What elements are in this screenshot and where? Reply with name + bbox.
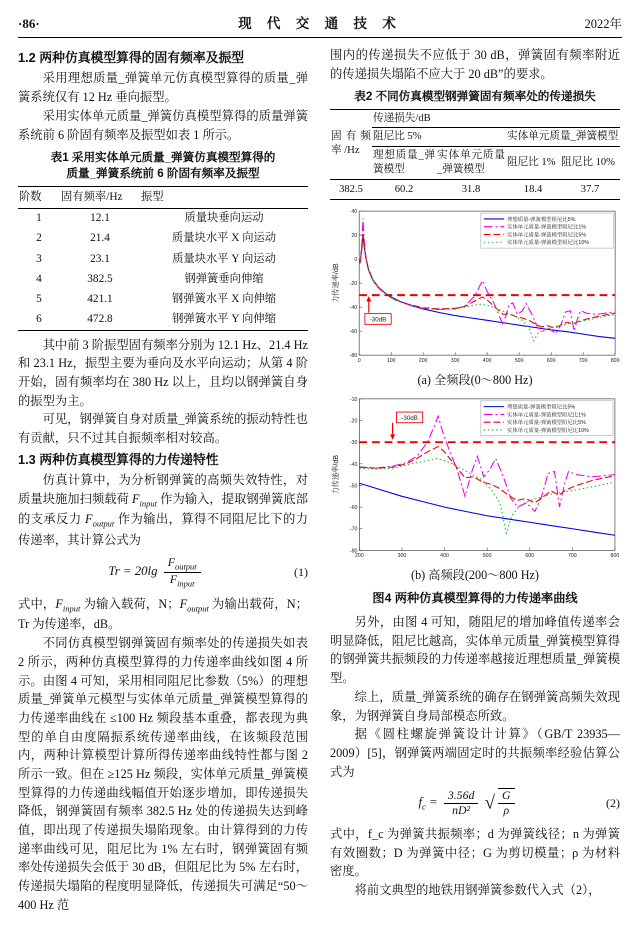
table-1-caption: 表1 采用实体单元质量_弹簧仿真模型算得的 质量_弹簧系统前 6 阶固有频率及振型 [50, 151, 276, 181]
svg-text:-50: -50 [349, 483, 358, 490]
chart-a [330, 206, 620, 370]
svg-text:700: 700 [578, 358, 588, 365]
page-header [18, 12, 622, 38]
svg-text:实体单元质量-弹簧模型阻尼比1%: 实体单元质量-弹簧模型阻尼比1% [507, 225, 587, 232]
svg-text:600: 600 [546, 358, 556, 365]
svg-text:-60: -60 [349, 505, 358, 512]
paragraph: 据《圆柱螺旋弹簧设计计算》（GB/T 23935—2009）[5]，钢弹簧两端固定时的共振频率经验估算公式为 [330, 727, 620, 779]
section-1-3-heading: 1.3 两种仿真模型算得的力传递特性 [18, 451, 219, 467]
paragraph: 采用实体单元质量_弹簧仿真模型算得的质量弹簧系统前 6 阶固有频率及振型如表 1 所示。 [18, 108, 308, 142]
svg-text:-70: -70 [349, 526, 358, 533]
svg-text:力传递率/dB: 力传递率/dB [332, 454, 341, 495]
figure-4 [330, 206, 620, 607]
equation-number: (2) [606, 796, 620, 811]
year-label: 2022年 [584, 17, 622, 31]
table-row: 2 21.4 质量块水平 X 向运动 [36, 232, 277, 245]
left-column [18, 46, 308, 914]
table-row: 3 23.1 质量块水平 Y 向运动 [36, 252, 276, 265]
svg-text:-20: -20 [349, 418, 358, 425]
chart-b [330, 394, 620, 565]
journal-title: 现 代 交 通 技 术 [238, 16, 402, 31]
section-1-2-heading: 1.2 两种仿真模型算得的固有频率及振型 [18, 50, 245, 65]
svg-text:-40: -40 [349, 461, 358, 468]
table-row: 1 12.1 质量块垂向运动 [36, 212, 264, 225]
table-2-caption: 表2 不同仿真模型钢弹簧固有频率处的传递损失 [354, 90, 596, 104]
svg-text:40: 40 [351, 209, 358, 216]
table-2 [330, 109, 620, 201]
svg-text:实体单元质量-弹簧模型阻尼比10%: 实体单元质量-弹簧模型阻尼比10% [507, 240, 590, 247]
svg-text:500: 500 [482, 553, 492, 560]
svg-text:400: 400 [482, 358, 492, 365]
svg-text:800: 800 [610, 553, 620, 560]
formula-1: Tr = 20lg $\frac{F_{output}}{F_{input}}$ (1) [108, 555, 308, 589]
svg-text:600: 600 [525, 553, 535, 560]
paragraph: 仿真计算中，为分析钢弹簧的高频失效特性，对质量块施加扫频载荷 $F_{input}$ 作为输入，提取钢弹簧底部的支承反力 $F_{output}$ 作为输出，算得不同阻尼比下的力传递率，其计算公式为 [18, 473, 309, 547]
paragraph: 采用理想质量_弹簧单元仿真模型算得的质量_弹簧系统仅有 12 Hz 垂向振型。 [18, 71, 308, 105]
table-row: 6 472.8 钢弹簧水平 Y 向伸缩 [36, 313, 276, 326]
chart-b-caption: (b) 高频段(200～800 Hz) [411, 567, 539, 582]
paragraph: 式中，$F_{input}$ 为输入载荷，N；$F_{output}$ 为输出载荷，N；Tr 为传递率，dB。 [18, 597, 308, 632]
svg-text:理想质量-弹簧模型阻尼比5%: 理想质量-弹簧模型阻尼比5% [507, 404, 576, 411]
paragraph: 围内的传递损失不应低于 30 dB，弹簧固有频率附近的传递损失塌陷不应大于 20 dB”的要求。 [330, 48, 620, 81]
equation-number: (1) [294, 565, 308, 580]
paragraph: 不同仿真模型钢弹簧固有频率处的传递损失如表 2 所示，两种仿真模型算得的力传递率曲线如图 4 所示。由图 4 可知，采用相同阻尼比参数（5%）的理想质量_弹簧单元模型与实体单元质量_弹簧模型算得的力传递率曲线在 ≤100 Hz 频段基本重叠，都表现为典型的单自由度隔振系统传递率曲线，在该频段范围内，两种计算模型计算所得传递率曲线特性都与图 2 所示一致。但在 ≥125 Hz 频段，实体单元质量_弹簧模型算得的力传递曲线幅值开始逐步增加，即传递损失降低，钢弹簧固有频率 382.5 Hz 处的传递损失达到峰值，即出现了传递损失塌陷现象。由计算得到的力传递率曲线可见，阻尼比为 1% 左右时，钢弹簧固有频率处传递损失会低于 30 dB，但阻尼比为 5% 左右时，传递损失塌陷的程度明显降低，传递损失可满足“50～400 Hz 范 [18, 636, 308, 912]
right-column [330, 46, 620, 914]
svg-text:100: 100 [386, 358, 396, 365]
svg-text:-20: -20 [349, 281, 358, 288]
table-row: 382.5 60.2 31.8 18.4 37.7 [330, 179, 620, 200]
page-number: ·86· [18, 16, 40, 31]
svg-text:300: 300 [450, 358, 460, 365]
table-2-header-row: 阻尼比 5% 实体单元质量_弹簧模型 [330, 128, 620, 147]
svg-text:-60: -60 [349, 329, 358, 336]
svg-text:800: 800 [610, 358, 620, 365]
svg-text:理想质量-弹簧模型阻尼比5%: 理想质量-弹簧模型阻尼比5% [507, 217, 576, 224]
svg-text:-80: -80 [349, 353, 358, 360]
svg-text:300: 300 [397, 553, 407, 560]
svg-text:-30dB: -30dB [401, 414, 418, 422]
table-1 [18, 186, 308, 331]
svg-text:-80: -80 [349, 548, 358, 555]
svg-text:-10: -10 [349, 396, 358, 403]
paragraph: 可见，钢弹簧自身对质量_弹簧系统的振动特性也有贡献，只不过其自振频率相对较高。 [18, 412, 308, 446]
table-1-header-row: 阶数 固有频率/Hz 振型 [18, 186, 308, 208]
formula-2: $f_c$ = $\frac{3.56d}{\text{nD²}}$ √ $\frac{G}{\rho}$ (2) [418, 787, 620, 818]
svg-text:实体单元质量-弹簧模型阻尼比5%: 实体单元质量-弹簧模型阻尼比5% [507, 420, 586, 427]
table-row: 4 382.5 钢弹簧垂向伸缩 [36, 272, 264, 285]
svg-text:实体单元质量-弹簧模型阻尼比10%: 实体单元质量-弹簧模型阻尼比10% [507, 427, 589, 434]
paragraph: 综上，质量_弹簧系统的确存在钢弹簧高频失效现象，为钢弹簧自身局部模态所致。 [330, 689, 620, 723]
svg-text:20: 20 [351, 233, 358, 240]
figure-4-caption: 图4 两种仿真模型算得的力传递率曲线 [372, 590, 578, 605]
svg-text:实体单元质量-弹簧模型阻尼比1%: 实体单元质量-弹簧模型阻尼比1% [507, 412, 586, 419]
svg-text:200: 200 [355, 553, 364, 560]
paragraph: 另外，由图 4 可知，随阻尼的增加峰值传递率会明显降低，阻尼比越高，实体单元质量_弹簧模型算得的钢弹簧共振频段的力传递率越接近理想质量_弹簧模型。 [330, 615, 620, 686]
svg-text:500: 500 [514, 358, 524, 365]
svg-text:400: 400 [440, 553, 449, 560]
two-column-body [18, 46, 622, 914]
svg-text:200: 200 [418, 358, 428, 365]
paragraph: 将前文典型的地铁用钢弹簧参数代入式（2）， [354, 883, 601, 898]
svg-text:力传递率/dB: 力传递率/dB [330, 263, 340, 304]
svg-text:-40: -40 [349, 305, 358, 312]
paragraph: 式中，f_c 为弹簧共振频率；d 为弹簧线径；n 为弹簧有效圈数；D 为弹簧中径；G 为剪切模量；ρ 为材料密度。 [330, 827, 620, 879]
svg-text:-30dB: -30dB [369, 316, 387, 324]
svg-text:0: 0 [357, 358, 361, 365]
chart-a-caption: (a) 全频段(0～800 Hz) [417, 373, 533, 388]
svg-text:-30: -30 [349, 440, 358, 447]
table-row: 5 421.1 钢弹簧水平 X 向伸缩 [36, 292, 277, 305]
sqrt-symbol: √ [484, 792, 496, 814]
paragraph: 其中前 3 阶振型固有频率分别为 12.1 Hz、21.4 Hz 和 23.1 Hz，振型主要为垂向及水平向运动；从第 4 阶开始，固有频率均在 380 Hz 以上，且均以钢弹簧自身的振型为主。 [18, 337, 308, 408]
svg-text:实体单元质量-弹簧模型阻尼比5%: 实体单元质量-弹簧模型阻尼比5% [507, 232, 587, 239]
table-2-header-row: 固有频率 /Hz 传递损失/dB [330, 109, 620, 128]
table-2-header-row: 理想质量_弹簧模型 实体单元质量_弹簧模型 阻尼比 1% 阻尼比 10% [330, 147, 620, 180]
svg-text:0: 0 [354, 257, 358, 264]
svg-text:700: 700 [567, 553, 577, 560]
